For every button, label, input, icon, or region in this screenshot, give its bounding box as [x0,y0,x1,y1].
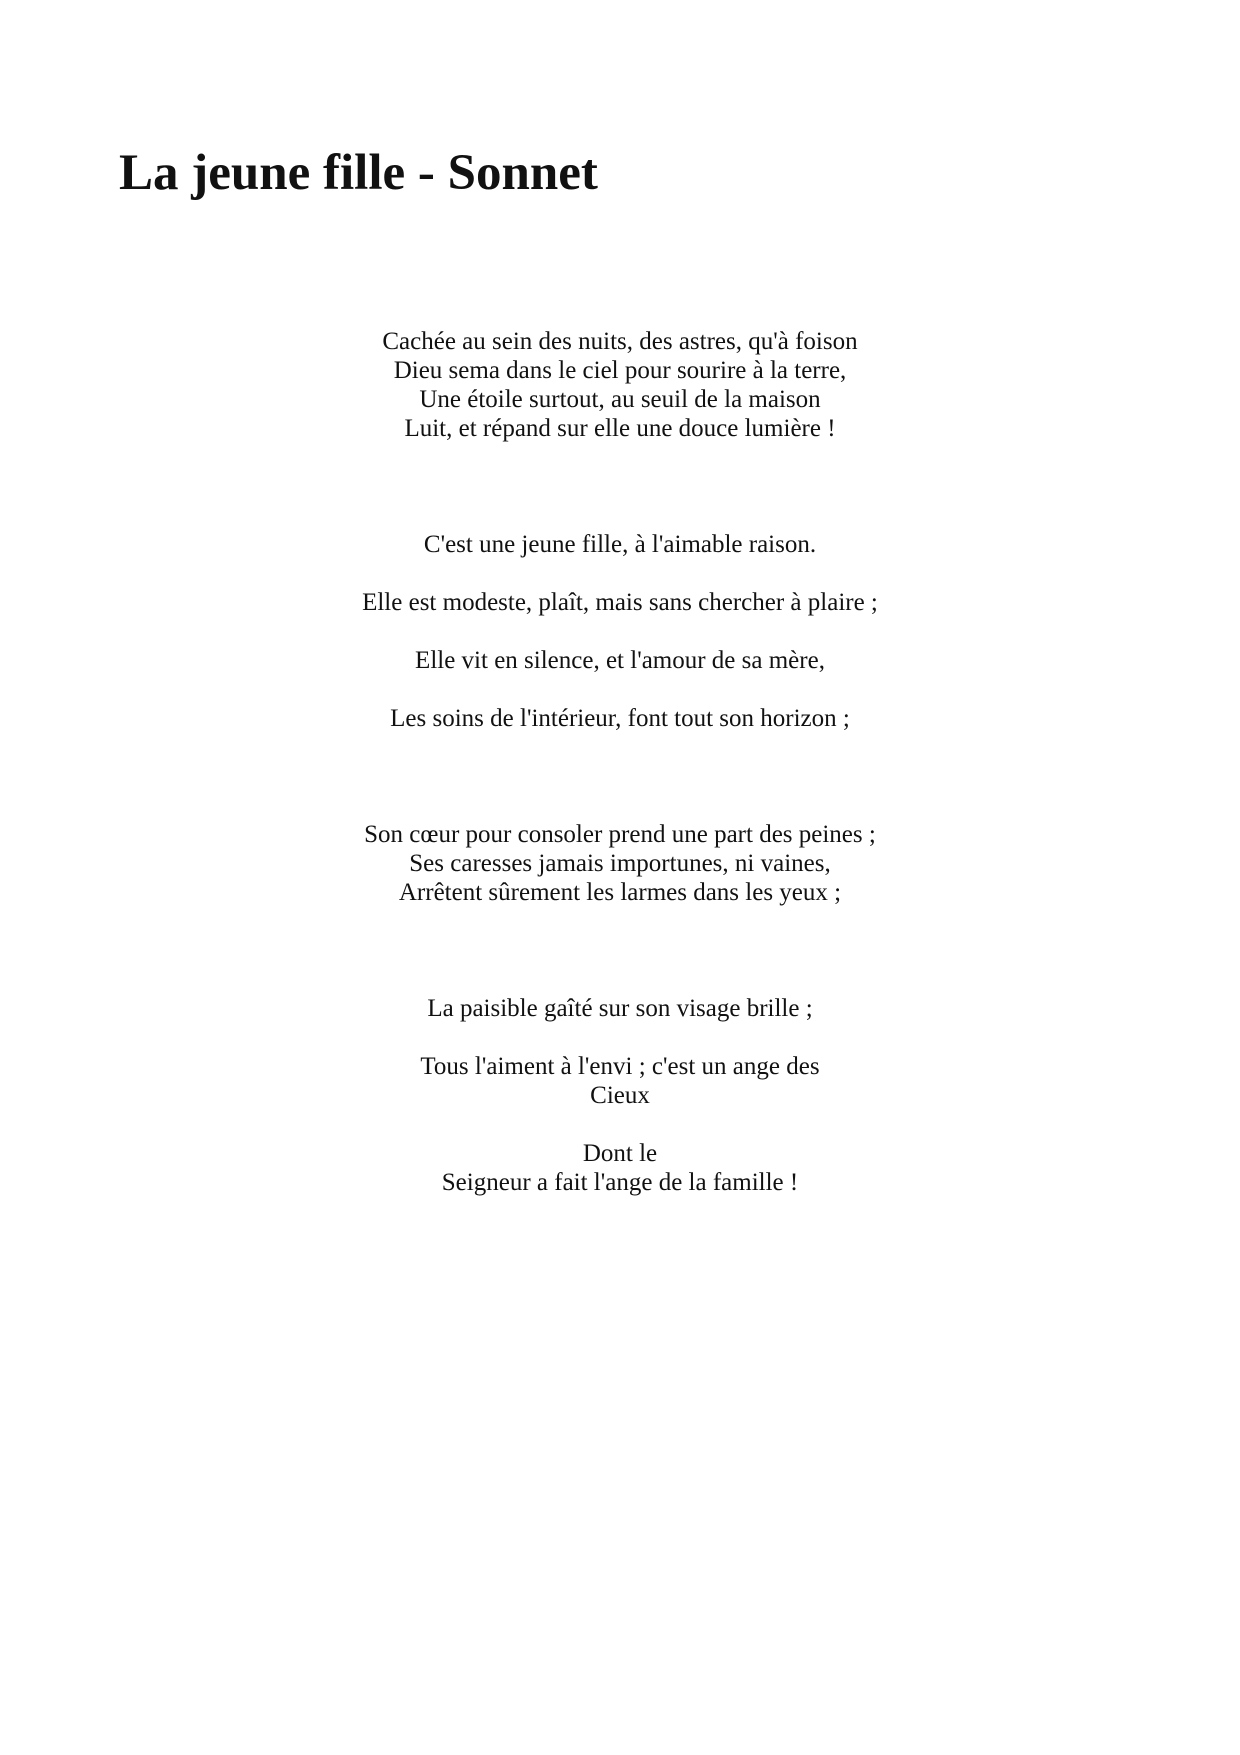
line-gap [240,675,1000,704]
poem-body [240,327,1000,1197]
verse-line: Seigneur a fait l'ange de la famille ! [441,1169,799,1196]
verse-line: Luit, et répand sur elle une douce lumière ! [404,415,836,442]
line-gap [240,1023,1000,1052]
verse-line: Tous l'aiment à l'envi ; c'est un ange des [420,1053,820,1080]
line-gap [240,617,1000,646]
stanza-gap [240,907,1000,994]
verse-line: La paisible gaîté sur son visage brille ; [427,995,813,1022]
verse-line: Ses caresses jamais importunes, ni vaines, [409,850,831,877]
stanza-1 [240,327,1000,443]
stanza-gap [240,443,1000,530]
verse-line: Les soins de l'intérieur, font tout son horizon ; [390,705,850,732]
verse-line: Elle vit en silence, et l'amour de sa mère, [415,647,825,674]
verse-line: Cieux [590,1082,650,1109]
line-gap [240,1110,1000,1139]
verse-line: Dieu sema dans le ciel pour sourire à la terre, [393,357,847,384]
verse-line: C'est une jeune fille, à l'aimable raison. [423,531,817,558]
verse-line: Elle est modeste, plaît, mais sans chercher à plaire ; [362,589,878,616]
verse-line: Arrêtent sûrement les larmes dans les yeux ; [398,879,842,906]
verse-line: Une étoile surtout, au seuil de la maison [419,386,821,413]
verse-line: Cachée au sein des nuits, des astres, qu'à foison [382,328,858,355]
stanza-4 [240,994,1000,1197]
line-gap [240,559,1000,588]
verse-line: Dont le [582,1140,658,1167]
stanza-gap [240,733,1000,820]
poem-title: La jeune fille - Sonnet [119,145,598,201]
verse-line: Son cœur pour consoler prend une part des peines ; [364,821,876,848]
stanza-3 [240,820,1000,907]
stanza-2 [240,530,1000,733]
